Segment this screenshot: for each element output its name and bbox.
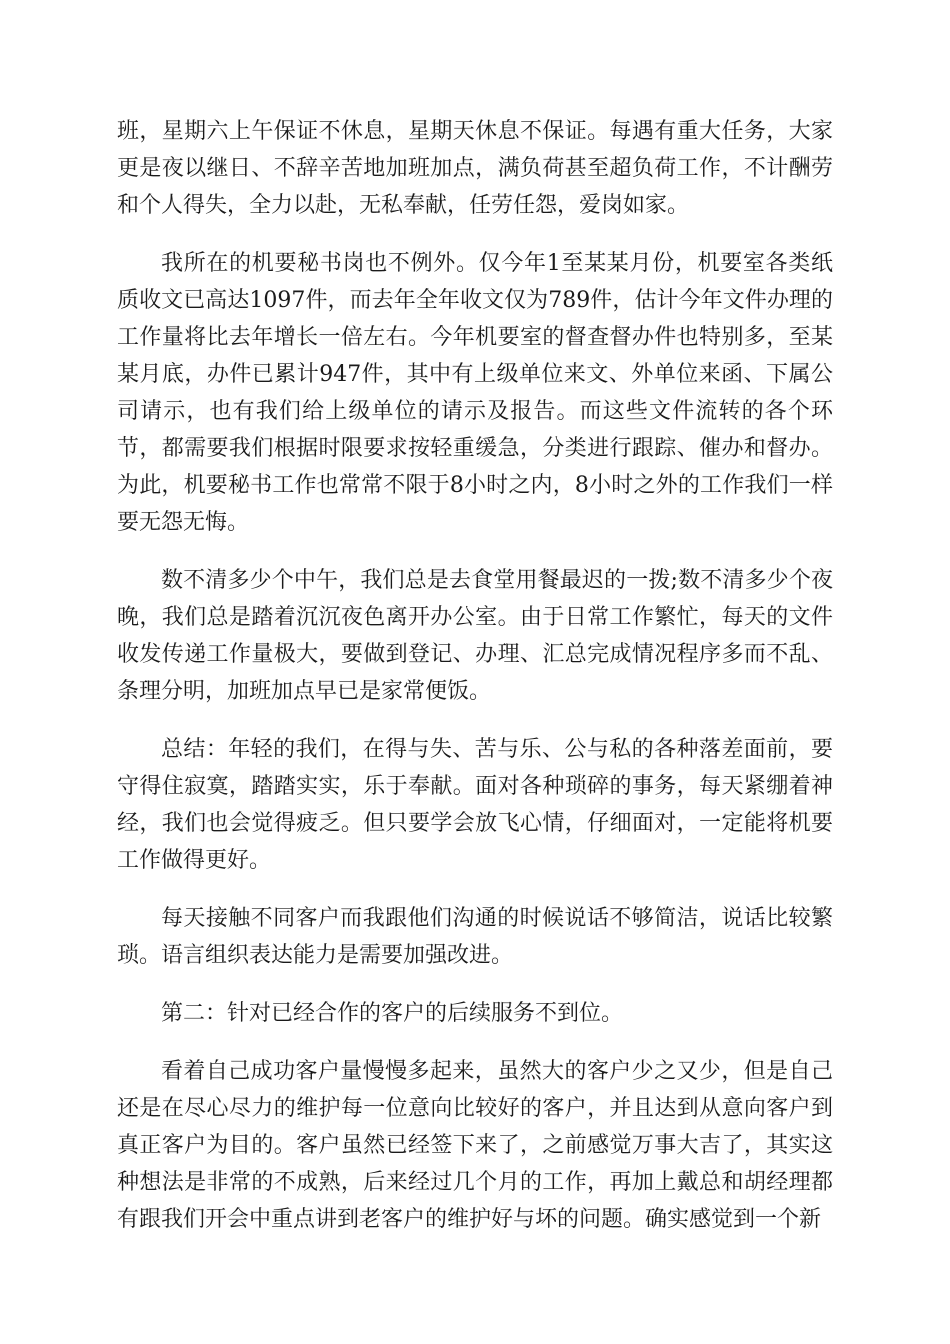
paragraph-client-maintenance: 看着自己成功客户量慢慢多起来，虽然大的客户少之又少，但是自己还是在尽心尽力的维护每一位意向比较好的客户，并且达到从意向客户到真正客户为目的。客户虽然已经签下来了，之前感觉万事大吉了，其实这种想法是非常的不成熟，后来经过几个月的工作，再加上戴总和胡经理都有跟我们开会中重点讲到老客户的维护好与坏的问题。确实感觉到一个新 xyxy=(117,1059,833,1232)
paragraph-overtime-intro: 班，星期六上午保证不休息，星期天休息不保证。每遇有重大任务，大家更是夜以继日、不辞辛苦地加班加点，满负荷甚至超负荷工作，不计酬劳和个人得失，全力以赴，无私奉献，任劳任怨，爱岗如家。 xyxy=(117,119,833,218)
paragraph-communication: 每天接触不同客户而我跟他们沟通的时候说话不够简洁，说话比较繁琐。语言组织表达能力是需要加强改进。 xyxy=(117,906,833,968)
paragraph-countless-noons: 数不清多少个中午，我们总是去食堂用餐最迟的一拨;数不清多少个夜晚，我们总是踏着沉沉夜色离开办公室。由于日常工作繁忙，每天的文件收发传递工作量极大，要做到登记、办理、汇总完成情况程序多而不乱、条理分明，加班加点早已是家常便饭。 xyxy=(117,568,833,704)
document-page xyxy=(117,113,833,1238)
paragraph-confidential-secretary: 我所在的机要秘书岗也不例外。仅今年1至某某月份，机要室各类纸质收文已高达1097件，而去年全年收文仅为789件，估计今年文件办理的工作量将比去年增长一倍左右。今年机要室的督查督办件也特别多，至某某月底，办件已累计947件，其中有上级单位来文、外单位来函、下属公司请示，也有我们给上级单位的请示及报告。而这些文件流转的各个环节，都需要我们根据时限要求按轻重缓急，分类进行跟踪、催办和督办。为此，机要秘书工作也常常不限于8小时之内，8小时之外的工作我们一样要无怨无悔。 xyxy=(117,251,833,535)
paragraph-summary: 总结：年轻的我们，在得与失、苦与乐、公与私的各种落差面前，要守得住寂寞，踏踏实实，乐于奉献。面对各种琐碎的事务，每天紧绷着神经，我们也会觉得疲乏。但只要学会放飞心情，仔细面对，一定能将机要工作做得更好。 xyxy=(117,737,833,873)
paragraph-second-point: 第二：针对已经合作的客户的后续服务不到位。 xyxy=(161,1001,624,1026)
